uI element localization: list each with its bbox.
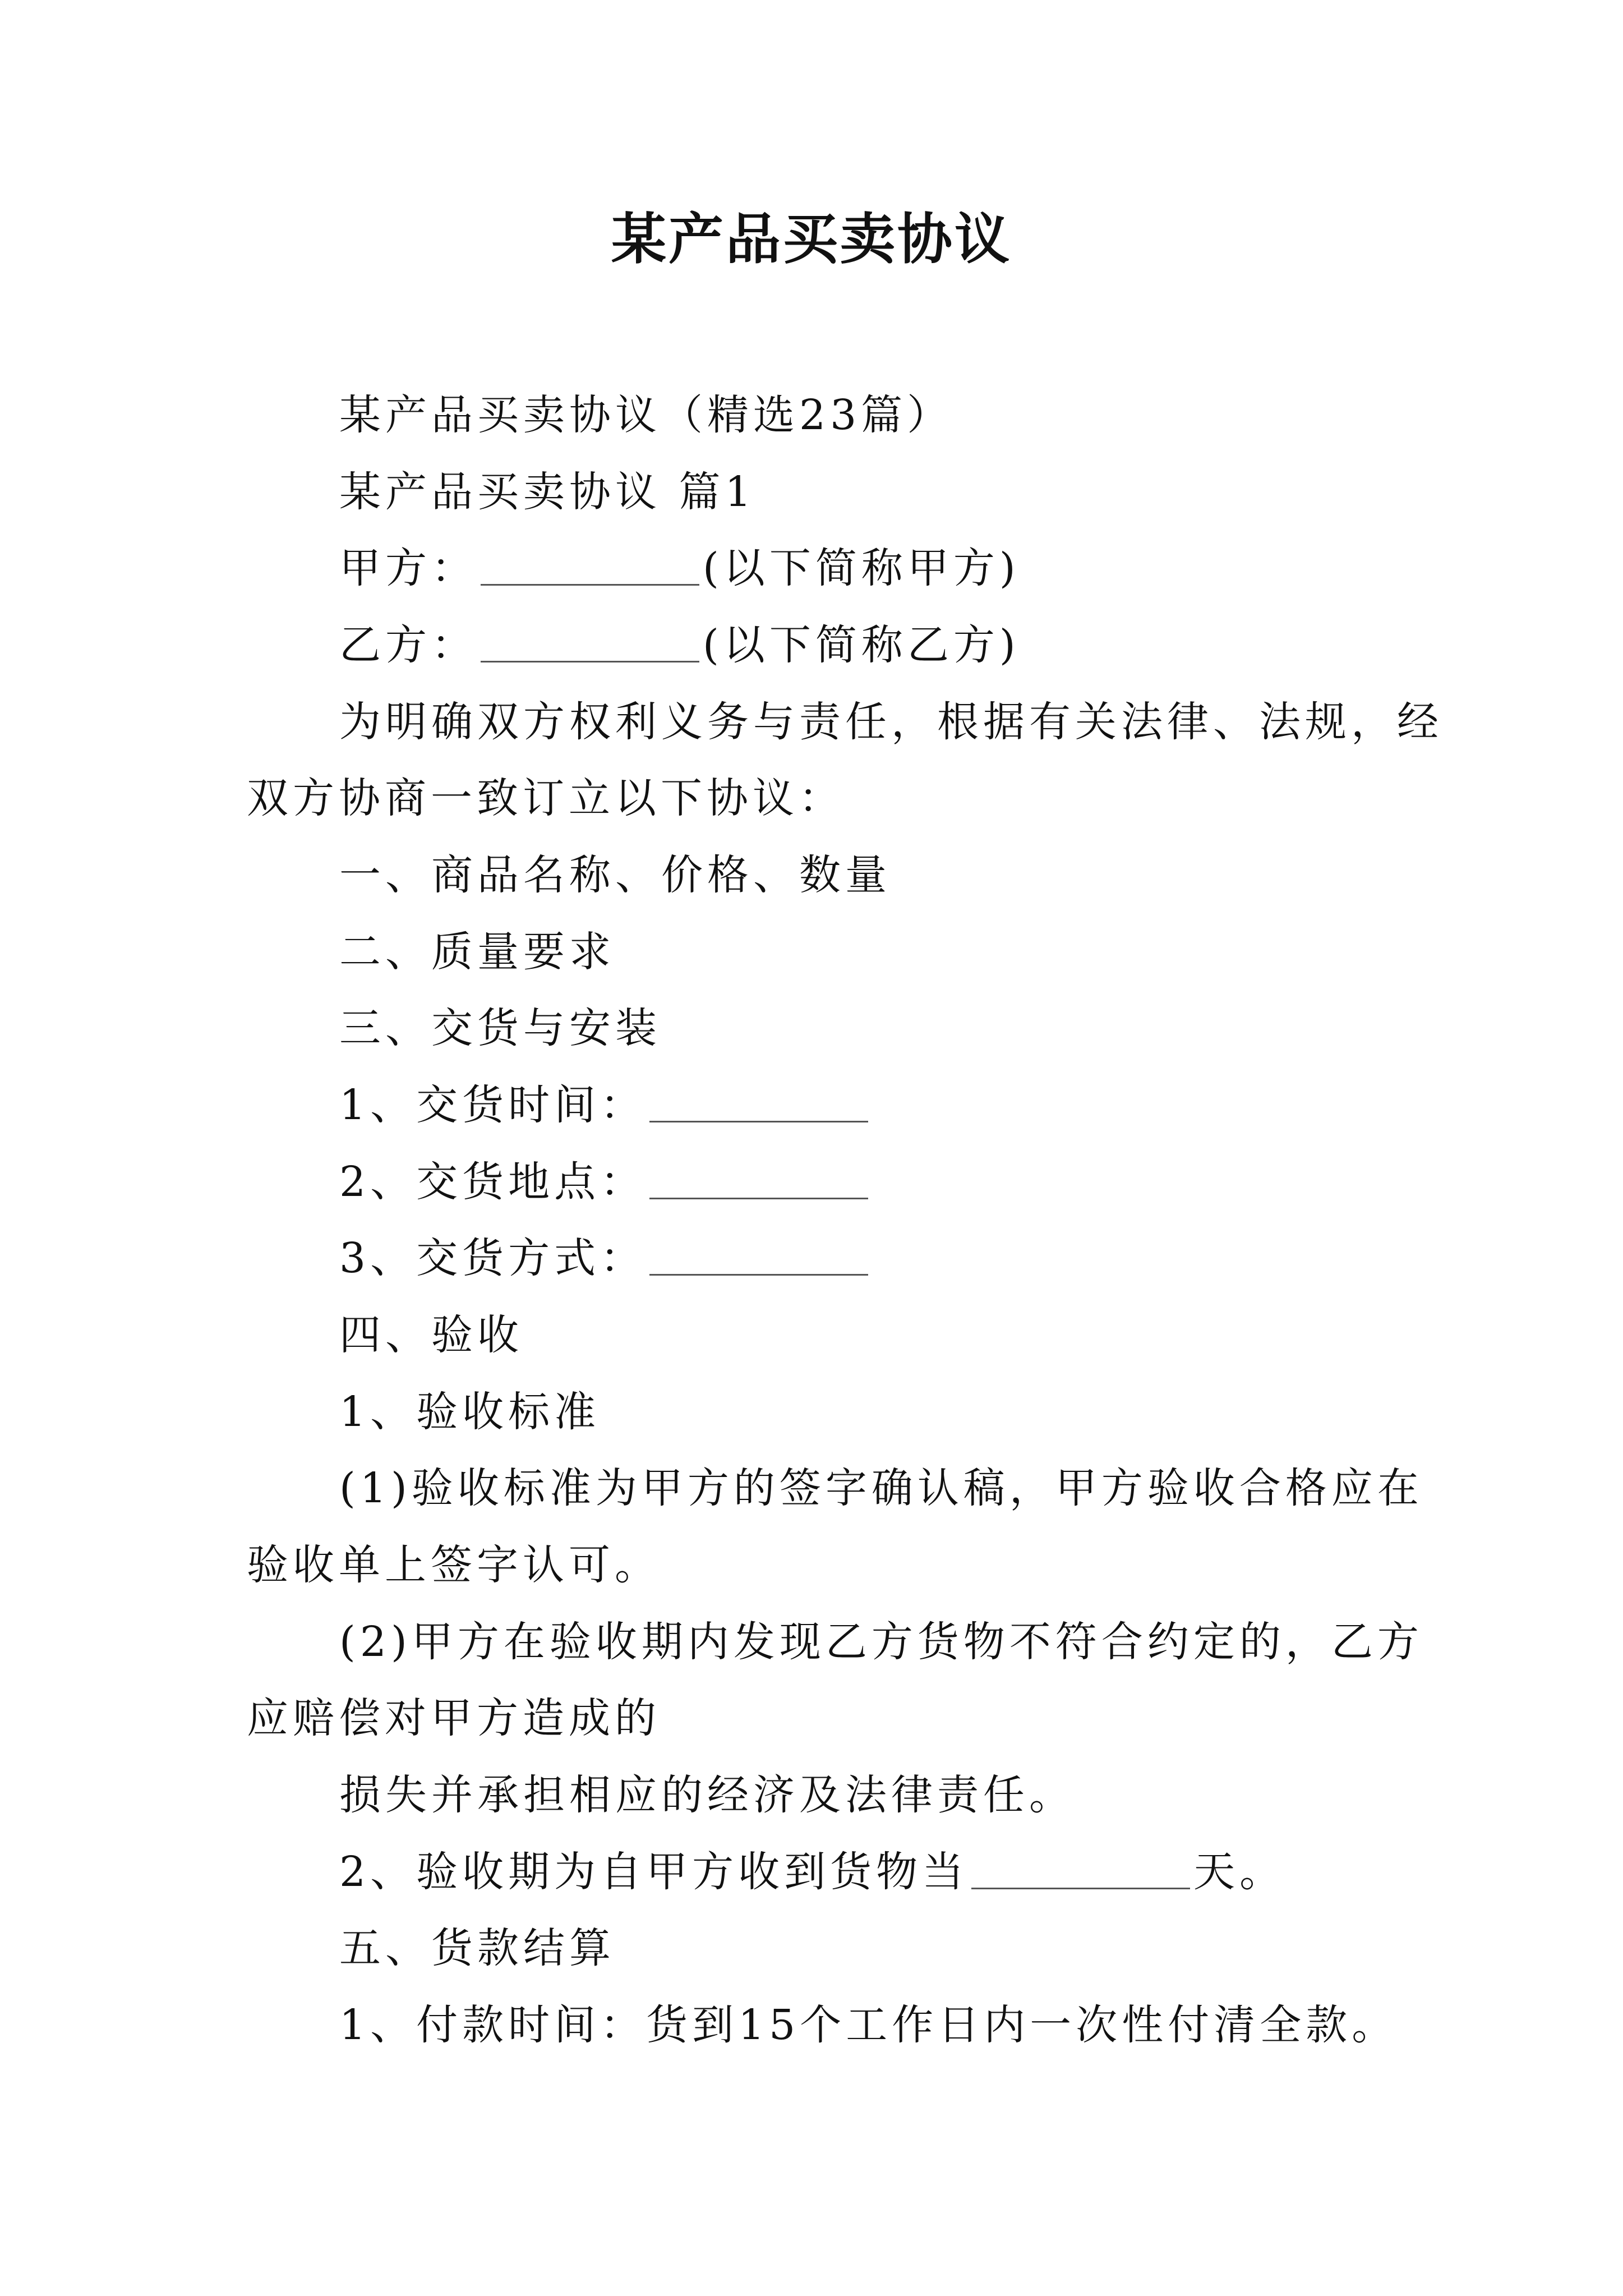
delivery-place-label: 2、交货地点： bbox=[339, 1158, 647, 1206]
delivery-place-blank bbox=[649, 1158, 868, 1199]
delivery-method-line bbox=[339, 1227, 872, 1289]
delivery-method-label: 3、交货方式： bbox=[339, 1234, 647, 1282]
paragraph-line: 1、付款时间：货到15个工作日内一次性付清全款。 bbox=[339, 2001, 1398, 2049]
acceptance-period-line bbox=[339, 1841, 1285, 1903]
party-b-note: (以下简称乙方) bbox=[703, 621, 1020, 669]
delivery-time-blank bbox=[649, 1082, 868, 1122]
paragraph-line: 双方协商一致订立以下协议： bbox=[247, 774, 845, 822]
party-b-blank bbox=[481, 622, 699, 662]
section-heading-line: 某产品买卖协议 篇1 bbox=[339, 468, 756, 516]
subtitle-line: 某产品买卖协议（精选23篇） bbox=[339, 391, 953, 439]
party-a-blank bbox=[481, 545, 699, 586]
clause-heading: 二、质量要求 bbox=[339, 928, 615, 976]
party-a-line bbox=[339, 537, 1020, 599]
clause-heading: 四、验收 bbox=[339, 1311, 523, 1359]
paragraph-line: 应赔偿对甲方造成的 bbox=[247, 1694, 661, 1742]
acceptance-period-text: 2、验收期为自甲方收到货物当 bbox=[339, 1848, 969, 1896]
delivery-method-blank bbox=[649, 1235, 868, 1276]
party-a-note: (以下简称甲方) bbox=[703, 544, 1020, 592]
sub-clause-heading: 1、验收标准 bbox=[339, 1388, 601, 1436]
acceptance-period-blank bbox=[971, 1848, 1190, 1889]
paragraph-line: 验收单上签字认可。 bbox=[247, 1541, 661, 1589]
delivery-time-line bbox=[339, 1074, 872, 1136]
delivery-time-label: 1、交货时间： bbox=[339, 1081, 647, 1129]
delivery-place-line bbox=[339, 1151, 872, 1213]
paragraph-line: 为明确双方权利义务与责任，根据有关法律、法规，经 bbox=[339, 698, 1443, 746]
paragraph-line: (1)验收标准为甲方的签字确认稿，甲方验收合格应在 bbox=[339, 1464, 1423, 1512]
acceptance-period-unit: 天。 bbox=[1193, 1848, 1286, 1896]
party-b-line bbox=[339, 614, 1020, 676]
document-title: 某产品买卖协议 bbox=[611, 207, 1012, 272]
clause-heading: 五、货款结算 bbox=[339, 1924, 615, 1972]
clause-heading: 三、交货与安装 bbox=[339, 1004, 661, 1052]
party-a-label: 甲方： bbox=[339, 544, 477, 592]
clause-heading: 一、商品名称、价格、数量 bbox=[339, 851, 891, 899]
paragraph-line: (2)甲方在验收期内发现乙方货物不符合约定的，乙方 bbox=[339, 1618, 1423, 1666]
party-b-label: 乙方： bbox=[339, 621, 477, 669]
paragraph-line: 损失并承担相应的经济及法律责任。 bbox=[339, 1771, 1075, 1819]
